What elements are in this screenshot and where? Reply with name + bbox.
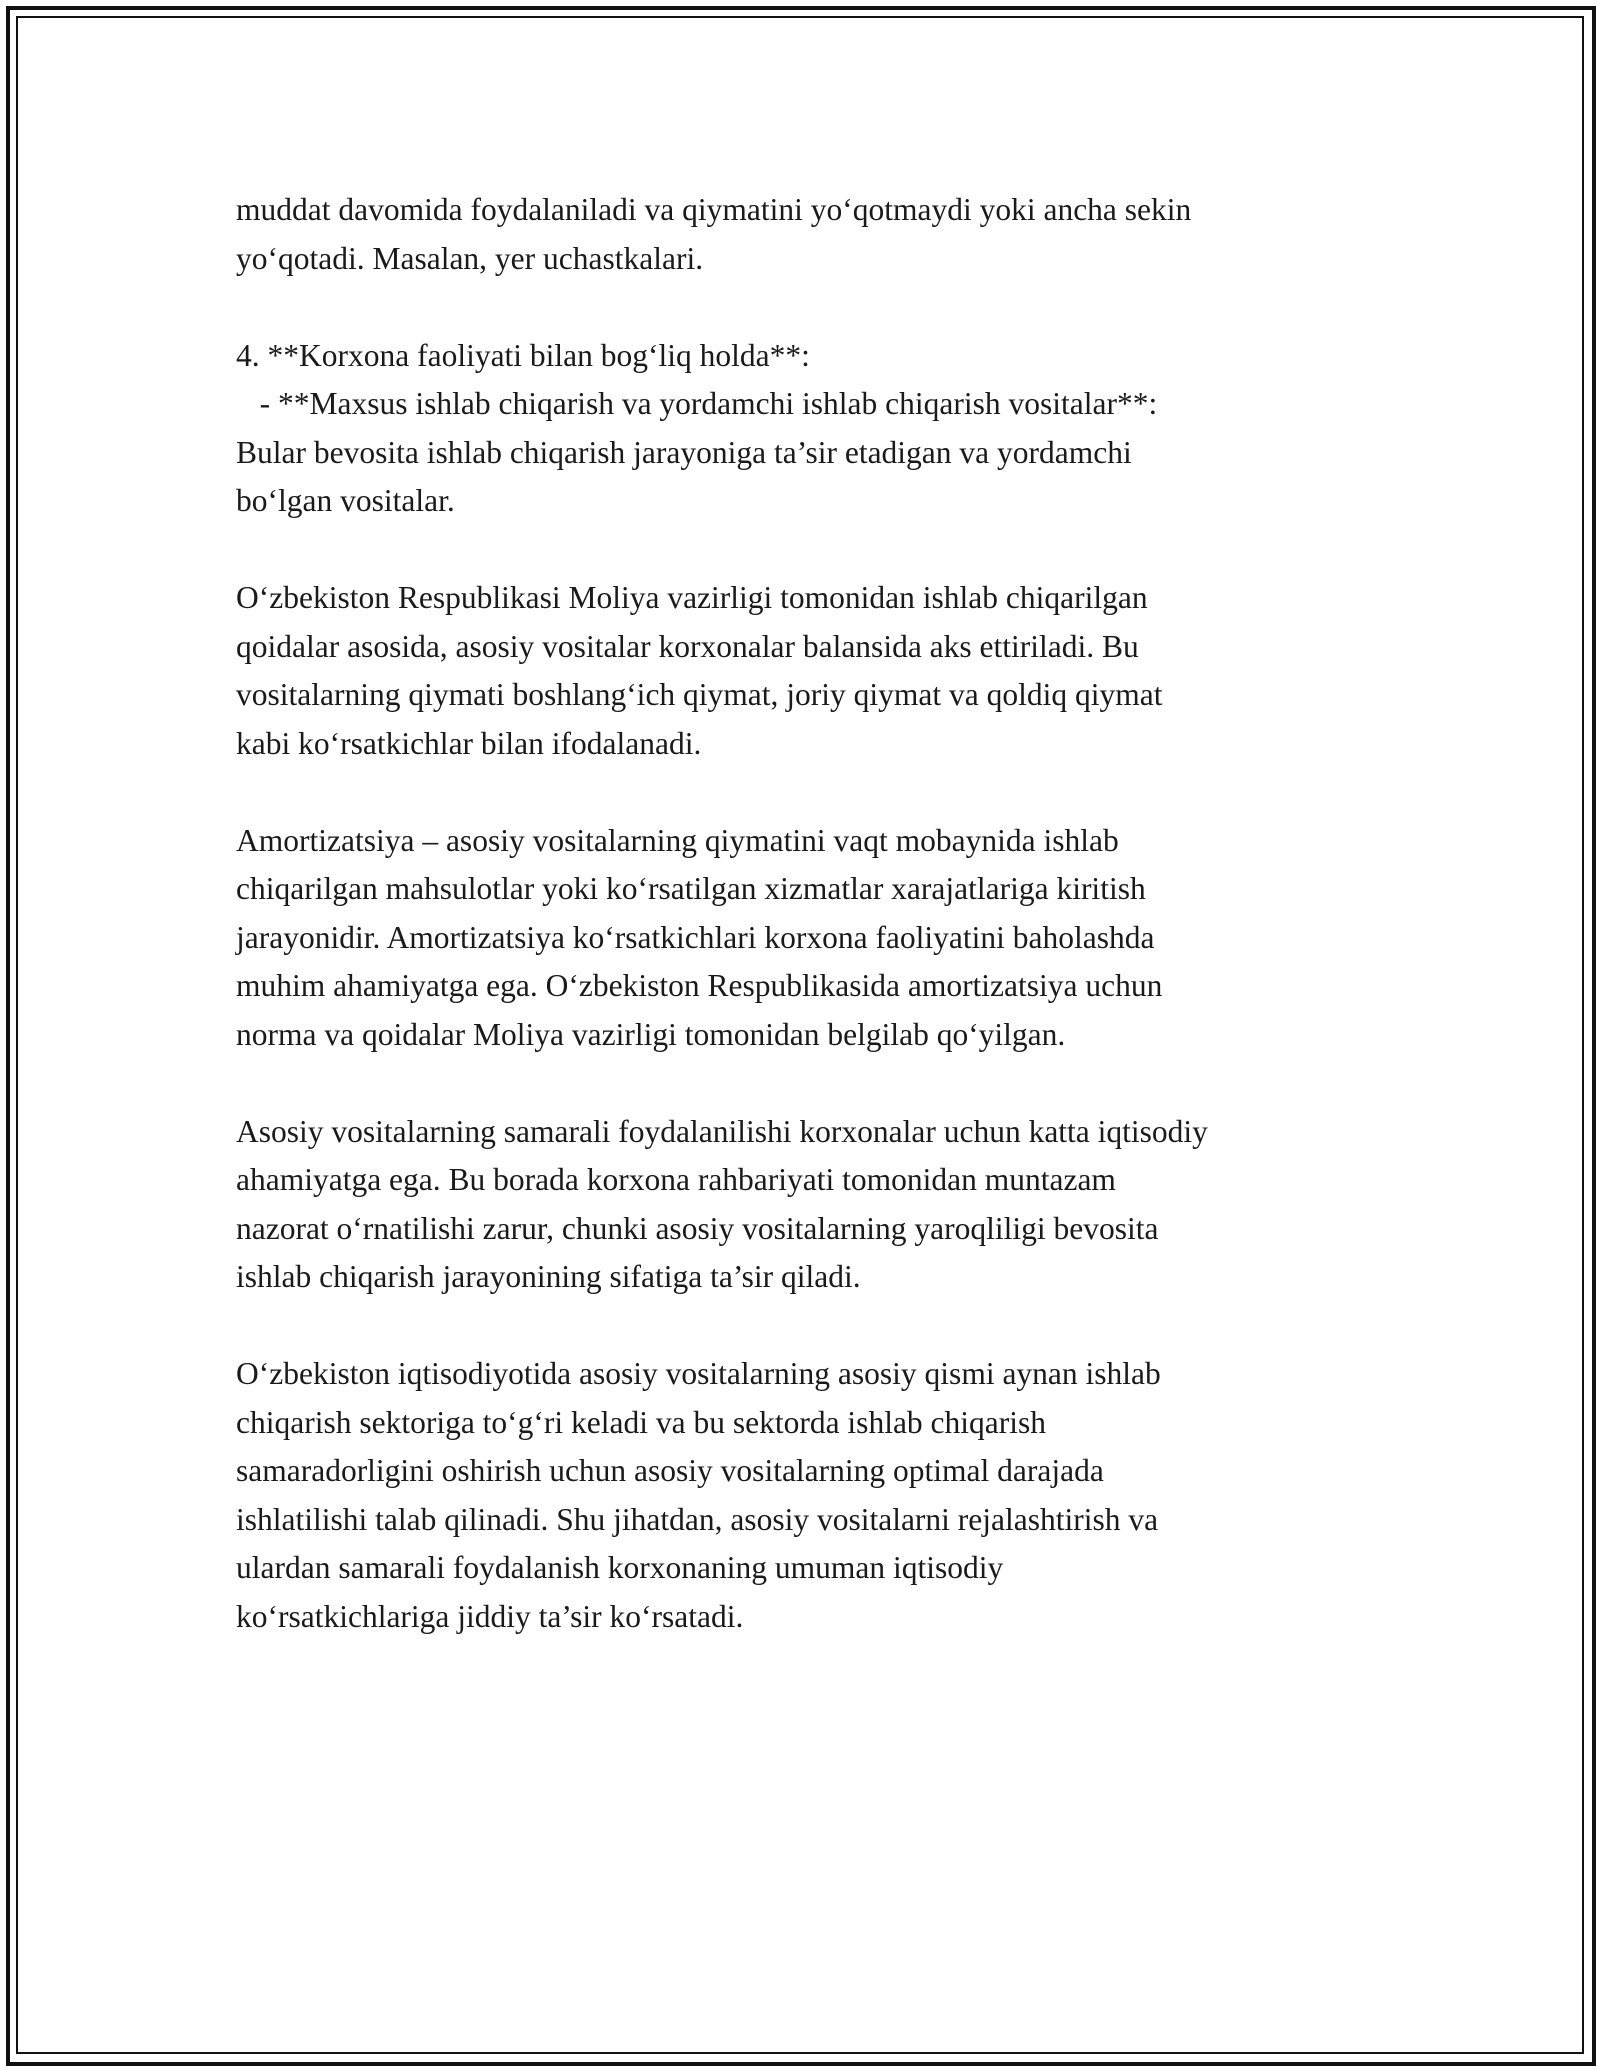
paragraph: [236, 332, 1396, 526]
paragraph-spacer: [236, 1302, 1396, 1351]
text-line: jarayonidir. Amortizatsiya ko‘rsatkichlari korxona faoliyatini baholashda: [236, 919, 1155, 955]
text-line: vositalarning qiymati boshlang‘ich qiymat, joriy qiymat va qoldiq qiymat: [236, 677, 1163, 712]
text-line: Bular bevosita ishlab chiqarish jarayoniga ta’sir etadigan va yordamchi: [236, 434, 1132, 470]
text-line: Amortizatsiya – asosiy vositalarning qiymatini vaqt mobaynida ishlab: [236, 822, 1119, 858]
text-line: ulardan samarali foydalanish korxonaning umuman iqtisodiy: [236, 1550, 1004, 1585]
paragraph: [236, 1108, 1396, 1302]
text-line: samaradorligini oshirish uchun asosiy vositalarning optimal darajada: [236, 1453, 1104, 1488]
paragraph-spacer: [236, 283, 1396, 332]
text-line: qoidalar asosida, asosiy vositalar korxonalar balansida aks ettiriladi. Bu: [236, 628, 1139, 664]
text-line: ko‘rsatkichlariga jiddiy ta’sir ko‘rsatadi.: [236, 1598, 744, 1634]
text-line: Asosiy vositalarning samarali foydalanilishi korxonalar uchun katta iqtisodiy: [236, 1113, 1208, 1149]
text-line: chiqarish sektoriga to‘g‘ri keladi va bu sektorda ishlab chiqarish: [236, 1404, 1047, 1440]
text-line: bo‘lgan vositalar.: [236, 483, 455, 518]
text-line: ishlatilishi talab qilinadi. Shu jihatdan, asosiy vositalarni rejalashtirish va: [236, 1501, 1159, 1537]
paragraph-spacer: [236, 1059, 1396, 1108]
text-line: yo‘qotadi. Masalan, yer uchastkalari.: [236, 240, 704, 276]
paragraph-spacer: [236, 526, 1396, 575]
paragraph: [236, 1350, 1396, 1641]
document-body: [236, 186, 1396, 1641]
text-line: norma va qoidalar Moliya vazirligi tomonidan belgilab qo‘yilgan.: [236, 1016, 1066, 1052]
text-line: chiqarilgan mahsulotlar yoki ko‘rsatilgan xizmatlar xarajatlariga kiritish: [236, 871, 1146, 906]
text-line: nazorat o‘rnatilishi zarur, chunki asosiy vositalarning yaroqliligi bevosita: [236, 1210, 1159, 1246]
text-line: muddat davomida foydalaniladi va qiymatini yo‘qotmaydi yoki ancha sekin: [236, 192, 1192, 227]
text-line: muhim ahamiyatga ega. O‘zbekiston Respublikasida amortizatsiya uchun: [236, 968, 1163, 1003]
paragraph: [236, 186, 1396, 283]
text-line: 4. **Korxona faoliyati bilan bog‘liq holda**:: [236, 337, 810, 373]
text-line: ishlab chiqarish jarayonining sifatiga ta’sir qiladi.: [236, 1259, 861, 1294]
text-line: O‘zbekiston Respublikasi Moliya vazirligi tomonidan ishlab chiqarilgan: [236, 580, 1148, 615]
text-line: ahamiyatga ega. Bu borada korxona rahbariyati tomonidan muntazam: [236, 1162, 1116, 1197]
text-line: - **Maxsus ishlab chiqarish va yordamchi ishlab chiqarish vositalar**:: [236, 386, 1158, 421]
text-line: O‘zbekiston iqtisodiyotida asosiy vositalarning asosiy qismi aynan ishlab: [236, 1356, 1161, 1391]
paragraph: [236, 574, 1396, 768]
paragraph: [236, 817, 1396, 1060]
text-line: kabi ko‘rsatkichlar bilan ifodalanadi.: [236, 725, 702, 761]
paragraph-spacer: [236, 768, 1396, 817]
